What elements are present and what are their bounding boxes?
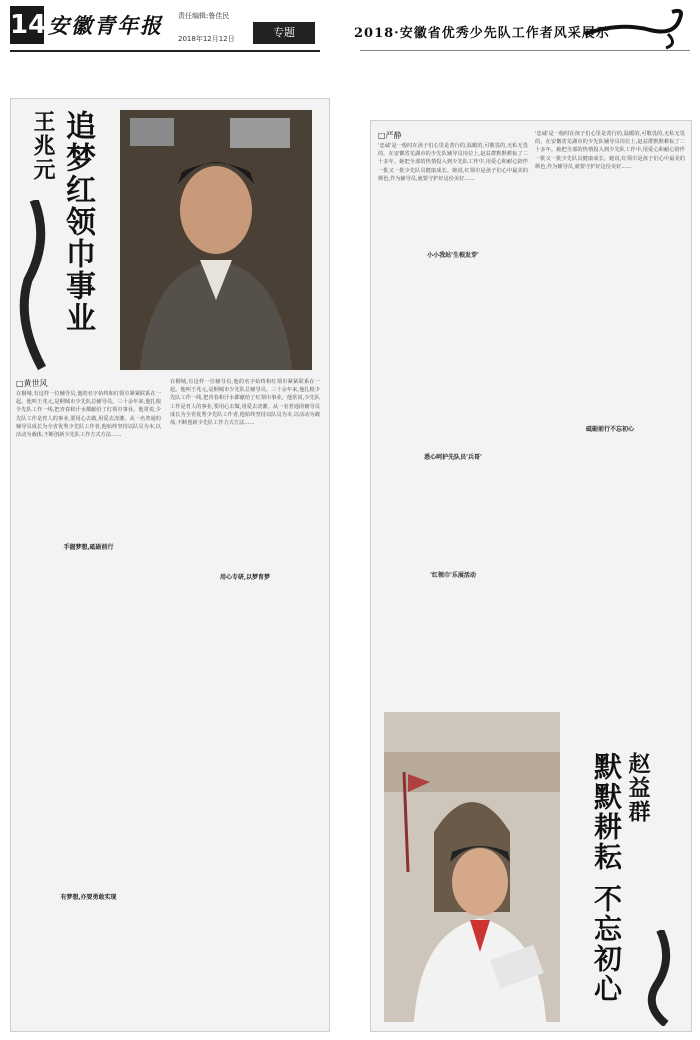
page-banner: 2018·安徽省优秀少先队工作者风采展示 [354, 26, 610, 41]
subhead: 用心专研,以梦育梦 [219, 574, 271, 581]
subhead: 悉心呵护先队员'兵哥' [424, 454, 482, 461]
page-number: 14 [10, 6, 44, 44]
banner-rule [360, 50, 690, 51]
ribbon-decoration-icon [14, 200, 54, 370]
article-body-col1: '忠诚'是一般时在孩子们心里是善行的,温暖的,可敬畏的,无私无畏的。在安徽省芜湖市的少先队辅导员岗位上,赵益群默默耕耘了二十多年。她把全部的热情投入到少先队工作中,用爱心和耐心陪伴一批又一批少先队员健康成长。她说,红领巾是孩子们心中最美的颜色,作为辅导员,就要守护好这份美好…… [378, 143, 528, 182]
subhead: '红领巾'乐展活动 [430, 572, 476, 579]
classroom-photo [384, 712, 560, 1022]
masthead-rule [10, 50, 320, 52]
article-body-col1: 在桐城,有这样一位辅导员,他的名字始终和红领巾紧紧联系在一起。他叫王兆元,是桐城市少先队总辅导员。三十余年来,他扎根少先队工作一线,把青春和汗水都献给了红领巾事业。他常说,少先队工作是育人的事业,要用心去做,用爱去浇灌。从一名普通的辅导员成长为全省优秀少先队工作者,他始终坚持以队员为本,以活动为载体,不断创新少先队工作方式方法…… [16, 391, 161, 439]
section-rubric: 专题 [253, 22, 315, 44]
subhead: 手握梦想,砥砺前行 [63, 544, 114, 551]
article-body-col2: '忠诚'是一般时在孩子们心里是善行的,温暖的,可敬畏的,无私无畏的。在安徽省芜湖市的少先队辅导员岗位上,赵益群默默耕耘了二十多年。她把全部的热情投入到少先队工作中,用爱心和耐心陪伴一批又一批少先队员健康成长。她说,红领巾是孩子们心中最美的颜色,作为辅导员,就要守护好这份美好…… [535, 131, 685, 170]
article-title: 追梦红领巾事业 [60, 110, 95, 334]
byline: □黄世风 [16, 379, 48, 388]
article-title: 默默耕耘 不忘初心 [590, 752, 623, 1004]
subhead: 有梦想,亦要勇敢实现 [60, 894, 117, 901]
ribbon-swirl-icon [580, 4, 690, 52]
article-body-col2: 在桐城,有这样一位辅导员,他的名字始终和红领巾紧紧联系在一起。他叫王兆元,是桐城市少先队总辅导员。三十余年来,他扎根少先队工作一线,把青春和汗水都献给了红领巾事业。他常说,少先队工作是育人的事业,要用心去做,用爱去浇灌。从一名普通的辅导员成长为全省优秀少先队工作者,他始终坚持以队员为本,以活动为载体,不断创新少先队工作方式方法…… [170, 379, 320, 427]
byline: □严静 [378, 131, 402, 140]
subhead: 小小我站'生根发芽' [427, 252, 479, 259]
portrait-photo [120, 110, 312, 370]
editor-credit: 责任编辑:鲁佳民 [178, 12, 230, 20]
person-name: 王兆元 [30, 110, 56, 182]
issue-date: 2018年12月12日 [178, 35, 235, 43]
newspaper-logo: 安徽青年报 [48, 13, 163, 38]
person-name: 赵益群 [625, 752, 651, 824]
subhead: 砥砺前行不忘初心 [585, 426, 634, 433]
ribbon-decoration-icon [640, 930, 680, 1026]
